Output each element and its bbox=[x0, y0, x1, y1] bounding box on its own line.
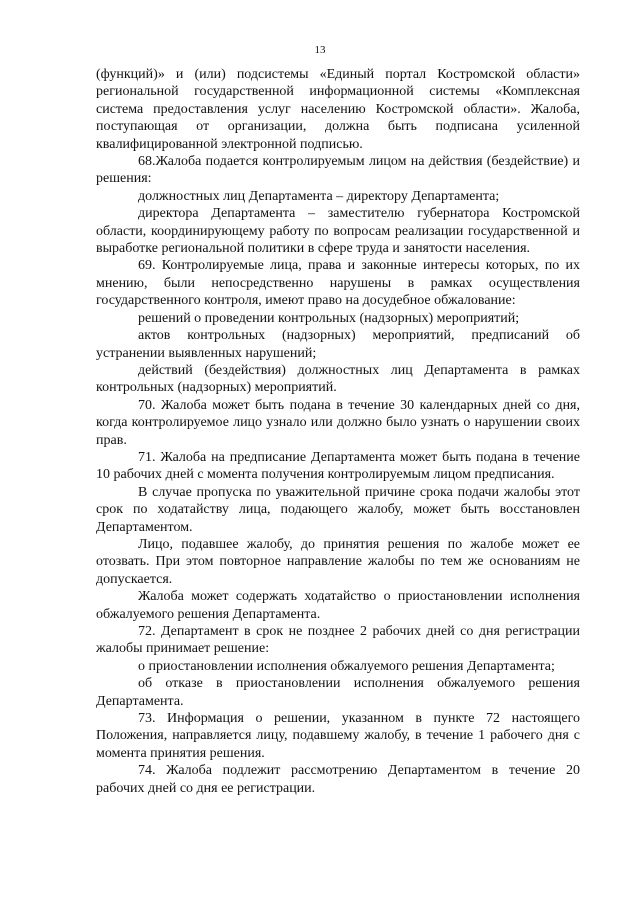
paragraph: 70. Жалоба может быть подана в течение 30 календарных дней со дня, когда контролируемое лицо узнало или должно было узнать о нарушении своих прав. bbox=[96, 397, 580, 448]
document-body bbox=[96, 66, 580, 797]
paragraph: 71. Жалоба на предписание Департамента может быть подана в течение 10 рабочих дней с момента получения контролируемым лицом предписания. bbox=[96, 449, 580, 483]
paragraph: 69. Контролируемые лица, права и законные интересы которых, по их мнению, были непосредственно нарушены в рамках осуществления государственного контроля, имеют право на досудебное обжалование: bbox=[96, 258, 580, 309]
page-number: 13 bbox=[314, 44, 326, 56]
paragraph: 73. Информация о решении, указанном в пункте 72 настоящего Положения, направляется лицу, подавшему жалобу, в течение 1 рабочего дня с момента принятия решения. bbox=[96, 711, 580, 761]
paragraph: действий (бездействия) должностных лиц Департамента в рамках контрольных (надзорных) мероприятий. bbox=[96, 362, 580, 396]
paragraph: должностных лиц Департамента – директору Департамента; bbox=[138, 188, 500, 204]
paragraph: В случае пропуска по уважительной причине срока подачи жалобы этот срок по ходатайству лица, подающего жалобу, может быть восстановлен Департаментом. bbox=[96, 484, 580, 535]
paragraph: директора Департамента – заместителю губернатора Костромской области, координирующему работу по вопросам реализации государственной и выработке региональной политики в сфере труда и занятости населения. bbox=[96, 206, 580, 257]
paragraph: Лицо, подавшее жалобу, до принятия решения по жалобе может ее отозвать. При этом повторное направление жалобы по тем же основаниям не допускается. bbox=[96, 536, 580, 587]
paragraph: Жалоба может содержать ходатайство о приостановлении исполнения обжалуемого решения Департамента. bbox=[96, 589, 580, 622]
paragraph: (функций)» и (или) подсистемы «Единый портал Костромской области» региональной государственной информационной системы «Комплексная система предоставления услуг населению Костромской области». Жалоба, поступающая от организации, должна быть подписана усиленной квалифицированной электронной подписью. bbox=[96, 67, 580, 152]
paragraph: актов контрольных (надзорных) мероприятий, предписаний об устранении выявленных нарушений; bbox=[96, 328, 580, 361]
paragraph: решений о проведении контрольных (надзорных) мероприятий; bbox=[138, 310, 520, 326]
paragraph: 72. Департамент в срок не позднее 2 рабочих дней со дня регистрации жалобы принимает решение: bbox=[96, 624, 580, 657]
paragraph: 74. Жалоба подлежит рассмотрению Департаментом в течение 20 рабочих дней со дня ее регистрации. bbox=[96, 763, 580, 796]
paragraph: об отказе в приостановлении исполнения обжалуемого решения Департамента. bbox=[96, 676, 580, 709]
paragraph: о приостановлении исполнения обжалуемого решения Департамента; bbox=[138, 658, 555, 674]
paragraph: 68.Жалоба подается контролируемым лицом на действия (бездействие) и решения: bbox=[96, 154, 580, 187]
